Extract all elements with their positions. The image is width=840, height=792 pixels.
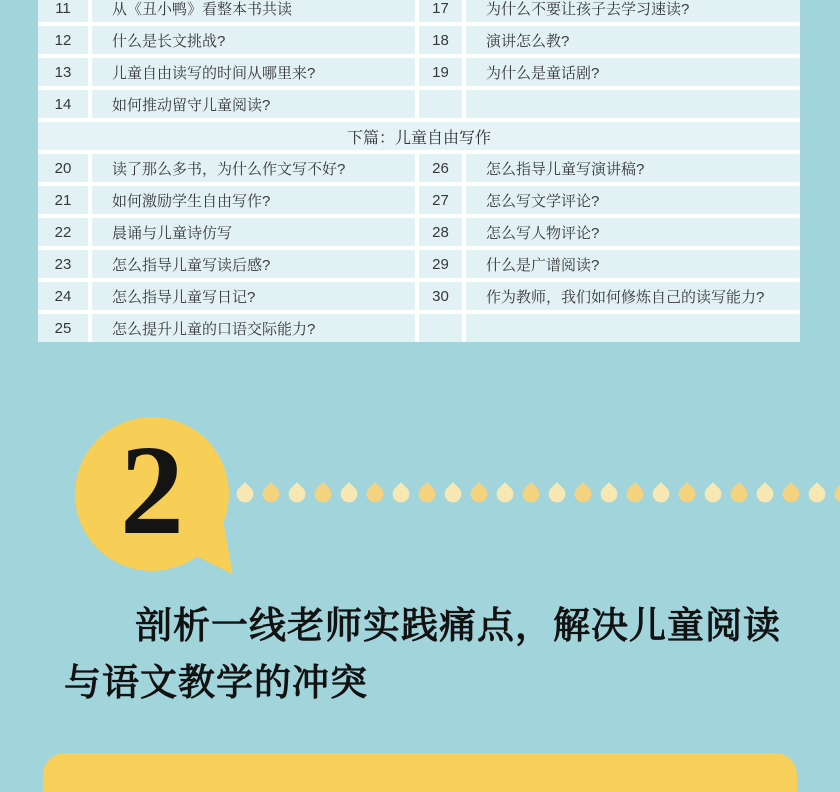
toc-right-number [419,90,462,118]
toc-left-number: 23 [38,250,88,278]
toc-left-topic: 如何推动留守儿童阅读? [92,90,415,118]
toc-right-topic: 演讲怎么教? [466,26,800,54]
toc-right-topic: 作为教师，我们如何修炼自己的读写能力? [466,282,800,310]
toc-left-topic: 晨诵与儿童诗仿写 [92,218,415,246]
toc-left-number: 11 [38,0,88,22]
droplet-icon [519,482,543,506]
toc-left-number: 22 [38,218,88,246]
toc-right-topic: 怎么写文学评论? [466,186,800,214]
droplet-icon [233,482,257,506]
toc-right-topic: 为什么是童话剧? [466,58,800,86]
part-2-bubble [75,417,229,571]
toc-right-topic: 怎么指导儿童写演讲稿? [466,154,800,182]
droplet-icon [545,482,569,506]
toc-left-number: 25 [38,314,88,342]
droplet-icon [441,482,465,506]
toc-left-number: 20 [38,154,88,182]
droplet-icon [363,482,387,506]
toc-right-number: 18 [419,26,462,54]
droplet-icon [753,482,777,506]
droplet-icon [597,482,621,506]
toc-right-number: 29 [419,250,462,278]
toc-right-topic: 为什么不要让孩子去学习速读? [466,0,800,22]
toc-left-number: 14 [38,90,88,118]
bottom-card [43,753,797,792]
droplet-icon [311,482,335,506]
toc-right-number: 17 [419,0,462,22]
toc-right-topic [466,314,800,342]
droplet-icon [779,482,803,506]
section-heading [0,598,840,712]
toc-left-number: 21 [38,186,88,214]
droplet-icon [649,482,673,506]
toc-left-topic: 读了那么多书，为什么作文写不好? [92,154,415,182]
toc-left-topic: 如何激励学生自由写作? [92,186,415,214]
toc-right-number: 30 [419,282,462,310]
droplet-icon [493,482,517,506]
droplet-icon [571,482,595,506]
droplet-icon [389,482,413,506]
toc-left-number: 12 [38,26,88,54]
toc-left-topic: 怎么指导儿童写读后感? [92,250,415,278]
droplet-icon [701,482,725,506]
toc-table [38,0,800,342]
droplet-icon [623,482,647,506]
droplet-icon [415,482,439,506]
droplet-icon [337,482,361,506]
toc-right-topic: 怎么写人物评论? [466,218,800,246]
toc-right-number: 27 [419,186,462,214]
droplet-icon [831,482,840,506]
toc-left-topic: 儿童自由读写的时间从哪里来? [92,58,415,86]
toc-right-topic: 什么是广谱阅读? [466,250,800,278]
toc-section-header: 下篇：儿童自由写作 [38,122,800,150]
droplet-icon [727,482,751,506]
toc-left-topic: 什么是长文挑战? [92,26,415,54]
part-number: 2 [120,419,184,561]
droplet-icon [467,482,491,506]
heading-line-2: 与语文教学的冲突 [64,663,368,704]
toc-right-number: 28 [419,218,462,246]
toc-left-topic: 怎么提升儿童的口语交际能力? [92,314,415,342]
toc-left-number: 24 [38,282,88,310]
toc-left-number: 13 [38,58,88,86]
toc-left-topic: 怎么指导儿童写日记? [92,282,415,310]
droplet-icon [675,482,699,506]
heading-line-1: 剖析一线老师实践痛点，解决儿童阅读 [135,606,781,647]
toc-right-number: 26 [419,154,462,182]
toc-right-topic [466,90,800,118]
droplet-icon [259,482,283,506]
droplet-icon [285,482,309,506]
droplet-divider [237,482,840,502]
toc-right-number: 19 [419,58,462,86]
droplet-icon [805,482,829,506]
toc-left-topic: 从《丑小鸭》看整本书共读 [92,0,415,22]
toc-right-number [419,314,462,342]
